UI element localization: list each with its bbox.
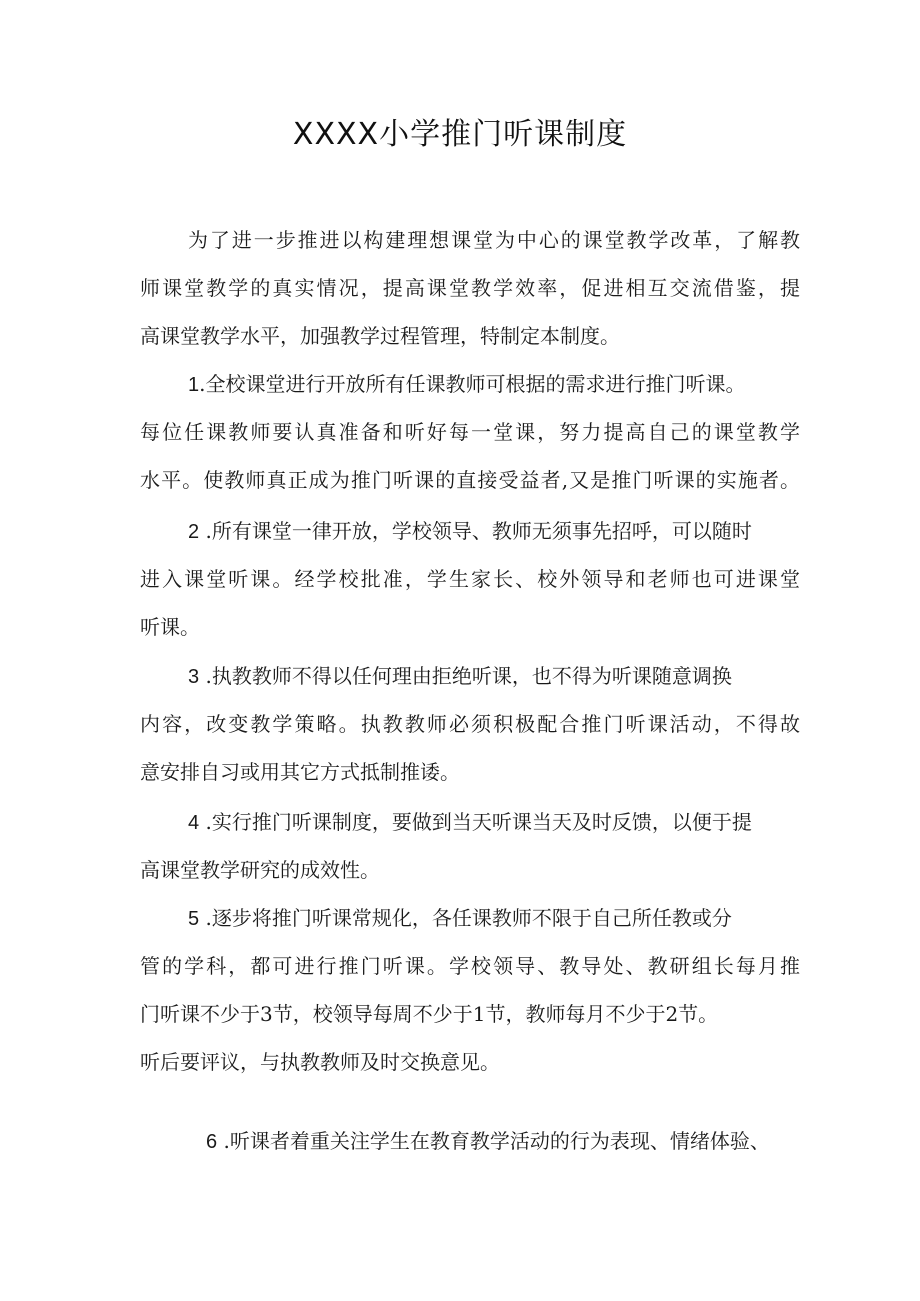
item-3-line-3: 意安排自习或用其它方式抵制推诿。 [140, 760, 460, 784]
item-5-first-line [188, 894, 800, 942]
intro-line-2: 师课堂教学的真实情况，提高课堂教学效率，促进相互交流借鉴，提 [140, 276, 800, 300]
intro-line-1: 为了进一步推进以构建理想课堂为中心的课堂教学改革，了解教 [188, 228, 800, 252]
item-2-first-line [188, 507, 800, 555]
item-4-number: 4 [188, 812, 200, 834]
item-3-number: 3 [188, 666, 200, 688]
item-6-number: 6 [206, 1131, 218, 1153]
item-4-first-line [188, 798, 800, 846]
item-5-line-2: 管的学科，都可进行推门听课。学校领导、教导处、教研组长每月推 [140, 954, 800, 978]
item-4-line-1: .实行推门听课制度，要做到当天听课当天及时反馈，以便于提 [199, 810, 752, 834]
item-6-line-1: .听课者着重关注学生在教育教学活动的行为表现、情绪体验、 [217, 1129, 770, 1153]
document-title: XXXX小学推门听课制度 [292, 117, 628, 152]
item-5-number: 5 [188, 908, 200, 930]
item-3-line-1: .执教教师不得以任何理由拒绝听课，也不得为听课随意调换 [199, 664, 732, 688]
item-1-line-3: 水平。使教师真正成为推门听课的直接受益者,又是推门听课的实施者。 [140, 468, 800, 492]
item-2-line-2: 进入课堂听课。经学校批准，学生家长、校外领导和老师也可进课堂 [140, 567, 800, 591]
item-2-number: 2 [188, 521, 200, 543]
item-5-line-1: .逐步将推门听课常规化，各任课教师不限于自己所任教或分 [199, 906, 732, 930]
item-6-first-line [206, 1117, 800, 1165]
item-1-first-line [188, 360, 800, 408]
item-5-line-3: 门听课不少于3节，校领导每周不少于1节，教师每月不少于2节。 [140, 1002, 719, 1026]
item-1-line-2: 每位任课教师要认真准备和听好每一堂课，努力提高自己的课堂教学 [140, 420, 800, 444]
intro-line-3: 高课堂教学水平，加强教学过程管理，特制定本制度。 [140, 324, 620, 348]
item-4-line-2: 高课堂教学研究的成效性。 [140, 858, 380, 882]
item-3-first-line [188, 652, 800, 700]
item-2-line-1: .所有课堂一律开放，学校领导、教师无须事先招呼，可以随时 [199, 519, 752, 543]
item-1-line-1: .全校课堂进行开放所有任课教师可根据的需求进行推门听课。 [199, 372, 746, 396]
item-1-number: 1 [188, 374, 200, 396]
item-3-line-2: 内容，改变教学策略。执教教师必须积极配合推门听课活动，不得故 [140, 712, 800, 736]
item-5-line-4: 听后要评议，与执教教师及时交换意见。 [140, 1050, 500, 1074]
item-2-line-3: 听课。 [140, 615, 200, 639]
